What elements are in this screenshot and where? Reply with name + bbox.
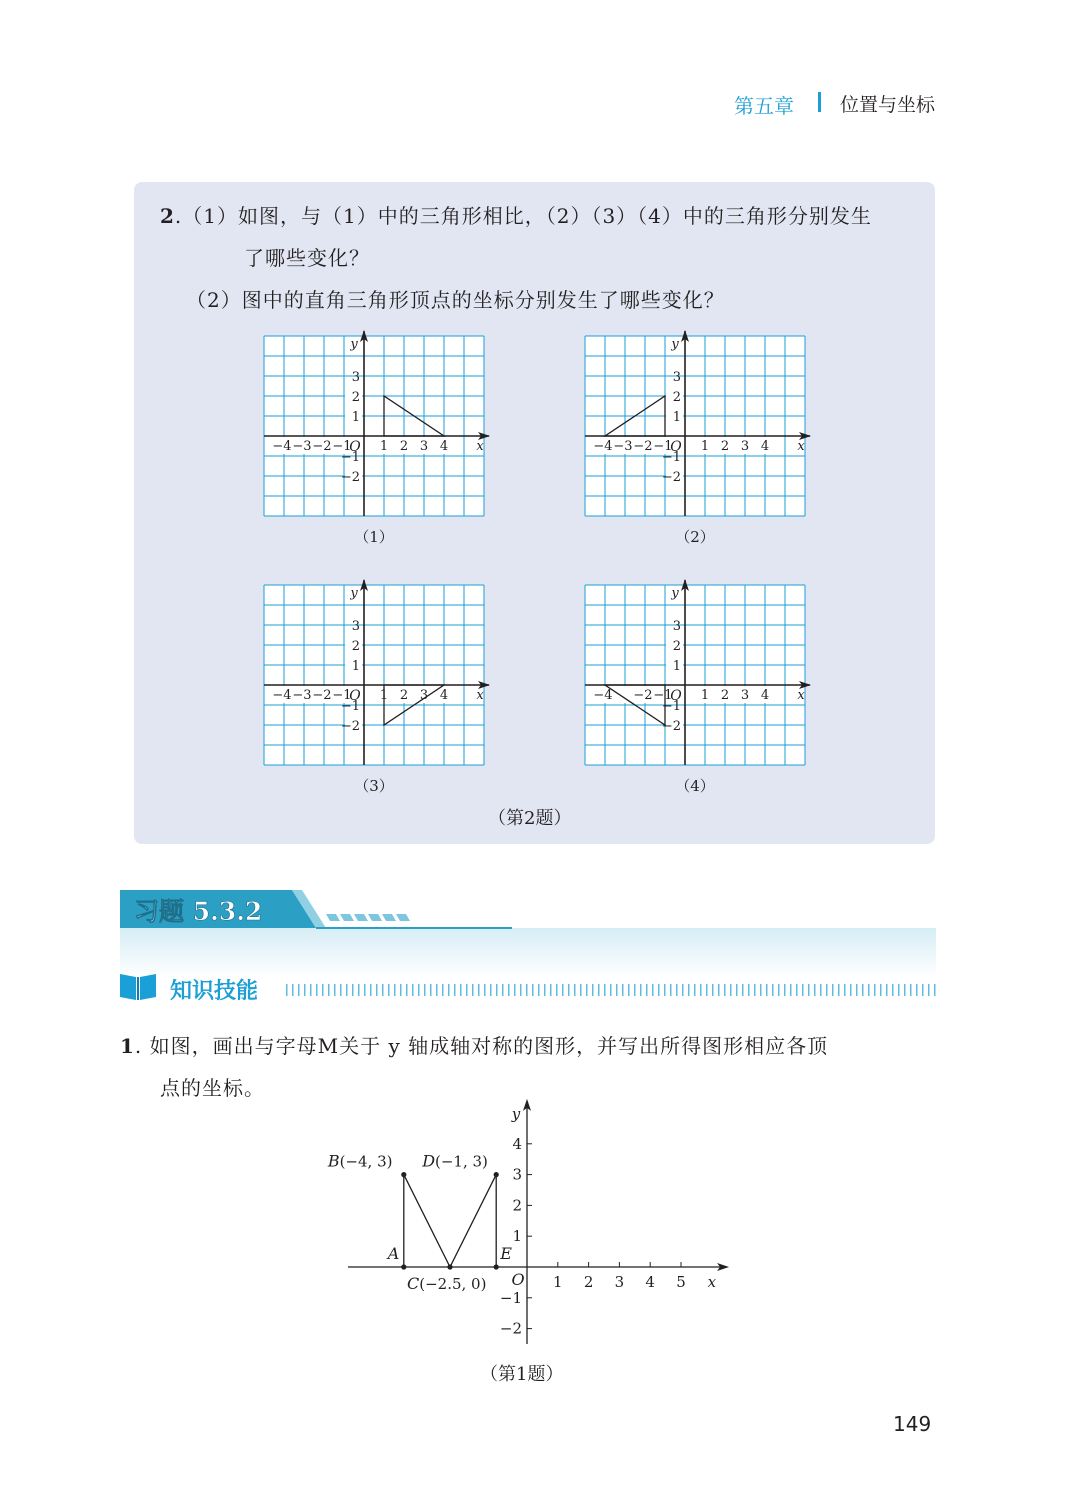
grid-caption-3: （3） [354, 777, 394, 795]
section-label: 知识技能 [170, 979, 259, 1004]
x-tick-label: −4 [272, 439, 292, 454]
m-y-axis-label: y [511, 1104, 521, 1123]
banner-fade [120, 928, 936, 978]
y-tick-label: 1 [672, 410, 681, 425]
x-tick-label: −4 [593, 439, 613, 454]
m-y-tick-label: 2 [512, 1196, 522, 1215]
header-divider [818, 92, 821, 112]
exercise-1-text-2: 点的坐标。 [160, 1076, 265, 1100]
grid-background [585, 336, 805, 516]
x-tick-label: −2 [312, 439, 332, 454]
grid-4 [585, 579, 811, 765]
tick-label-bg [666, 626, 683, 684]
m-x-tick-label: 3 [614, 1273, 625, 1291]
m-y-tick-label: −1 [499, 1288, 522, 1307]
y-tick-label: −1 [340, 450, 360, 465]
exercise-2-number: 2 [160, 204, 175, 228]
x-tick-label: −2 [633, 688, 653, 703]
y-tick-label: 2 [672, 390, 681, 405]
grid-background [585, 585, 805, 765]
m-y-tick-label: 1 [512, 1227, 522, 1246]
y-tick-label: −2 [661, 719, 681, 734]
x-tick-label: −1 [332, 439, 352, 454]
x-tick-label: 2 [720, 439, 730, 454]
exercise-1-figure-caption: （第1题） [480, 1364, 564, 1385]
exercise-2-text-1: .（1）如图，与（1）中的三角形相比，（2）（3）（4）中的三角形分别发生 [174, 204, 872, 228]
x-tick-label: 1 [700, 688, 710, 703]
y-tick-label: −2 [661, 470, 681, 485]
x-tick-label: −3 [613, 439, 633, 454]
point-label-d: D(−1, 3) [422, 1151, 488, 1171]
exercise-1-line-1 [120, 1030, 828, 1059]
x-axis-label: x [797, 688, 805, 703]
x-tick-label: −1 [653, 688, 673, 703]
grid-background [264, 336, 484, 516]
point-label-e: E [500, 1244, 512, 1263]
x-tick-label: 2 [399, 688, 409, 703]
exercise-2-text-2: 了哪些变化？ [244, 246, 370, 270]
tick-label-bg [345, 626, 362, 684]
exercise-banner [120, 888, 940, 978]
x-tick-label: −2 [312, 688, 332, 703]
x-axis-label: x [797, 439, 805, 454]
y-tick-label: 3 [351, 370, 360, 385]
origin-label: O [349, 439, 361, 455]
x-tick-label: −3 [292, 439, 312, 454]
m-y-tick-label: 3 [512, 1165, 522, 1184]
x-tick-label: −2 [633, 439, 653, 454]
x-tick-label: 3 [740, 439, 750, 454]
tick-label-bg [666, 377, 683, 435]
x-tick-label: 3 [419, 688, 429, 703]
x-tick-label: 4 [439, 688, 449, 703]
x-tick-label: −1 [653, 439, 673, 454]
x-tick-label: 3 [740, 688, 750, 703]
y-axis-label: y [671, 337, 679, 352]
tick-label-bg [345, 377, 362, 435]
point-label-a: A [387, 1244, 400, 1263]
m-y-tick-label: −2 [499, 1319, 522, 1338]
grid-caption-2: （2） [675, 528, 715, 546]
y-tick-label: 1 [351, 410, 360, 425]
y-tick-label: 3 [351, 619, 360, 634]
x-tick-label: 4 [439, 439, 449, 454]
chapter-label: 第五章 [734, 94, 794, 118]
exercise-1-number: 1 [120, 1034, 135, 1058]
y-tick-label: −2 [340, 719, 360, 734]
x-tick-label: −4 [272, 688, 292, 703]
point-e [494, 1264, 499, 1269]
grid-figure-2 [576, 330, 816, 526]
y-axis-label: y [671, 586, 679, 601]
origin-label: O [670, 439, 682, 455]
x-tick-label: 3 [419, 439, 429, 454]
x-tick-label: 4 [760, 439, 770, 454]
point-c [447, 1264, 452, 1269]
x-tick-label: −3 [292, 688, 312, 703]
x-tick-label: −1 [332, 688, 352, 703]
x-tick-label: 1 [379, 688, 389, 703]
x-tick-label: 2 [399, 439, 409, 454]
grid-background [264, 585, 484, 765]
x-tick-label: 2 [720, 688, 730, 703]
x-tick-label: 1 [700, 439, 710, 454]
book-icon [118, 970, 158, 1002]
y-tick-label: −1 [661, 699, 681, 714]
grid-1 [264, 330, 490, 516]
grid-figure-3 [255, 579, 495, 775]
x-axis-label: x [476, 688, 484, 703]
grid-2 [585, 330, 811, 516]
point-b [401, 1172, 406, 1177]
exercise-2-line-1 [160, 200, 872, 229]
y-tick-label: −1 [340, 699, 360, 714]
y-tick-label: 1 [672, 659, 681, 674]
exercise-1-text-1: . 如图，画出与字母M关于 y 轴成轴对称的图形，并写出所得图形相应各顶 [134, 1034, 829, 1058]
point-d [494, 1172, 499, 1177]
banner-stripes [326, 914, 410, 921]
x-tick-label: 4 [760, 688, 770, 703]
m-x-tick-label: 5 [676, 1273, 686, 1291]
chapter-title: 位置与坐标 [840, 94, 936, 116]
origin-label: O [670, 688, 682, 704]
m-x-tick-label: 4 [645, 1273, 655, 1291]
section-divider-dots [286, 984, 936, 996]
grid-figure-4 [576, 579, 816, 775]
y-tick-label: 3 [672, 619, 681, 634]
grid-figure-1 [255, 330, 495, 526]
y-tick-label: −1 [661, 450, 681, 465]
m-y-tick-label: 4 [512, 1134, 522, 1153]
m-origin-label: O [511, 1270, 525, 1289]
x-tick-label: 1 [379, 439, 389, 454]
page-number: 149 [893, 1412, 932, 1436]
y-tick-label: 2 [672, 639, 681, 654]
y-tick-label: 1 [351, 659, 360, 674]
banner-title: 习题 5.3.2 [134, 897, 263, 926]
y-tick-label: 3 [672, 370, 681, 385]
grid-3 [264, 579, 490, 765]
exercise-2-text-3: （2）图中的直角三角形顶点的坐标分别发生了哪些变化？ [186, 288, 725, 312]
m-x-tick-label: 1 [553, 1273, 563, 1291]
x-axis-label: x [476, 439, 484, 454]
y-axis-label: y [350, 586, 358, 601]
point-label-b: B(−4, 3) [327, 1151, 393, 1171]
y-tick-label: 2 [351, 639, 360, 654]
letter-m-figure [327, 1086, 730, 1356]
origin-label: O [349, 688, 361, 704]
y-tick-label: −2 [340, 470, 360, 485]
point-a [401, 1264, 406, 1269]
letter-m [404, 1175, 496, 1267]
m-x-axis-label: x [707, 1273, 717, 1291]
exercise-2-figure-caption: （第2题） [488, 808, 572, 829]
grid-caption-4: （4） [675, 777, 715, 795]
y-tick-label: 2 [351, 390, 360, 405]
point-label-c: C(−2.5, 0) [407, 1274, 487, 1293]
grid-caption-1: （1） [354, 528, 394, 546]
m-x-tick-label: 2 [583, 1273, 594, 1291]
x-tick-label: −4 [593, 688, 613, 703]
y-axis-label: y [350, 337, 358, 352]
